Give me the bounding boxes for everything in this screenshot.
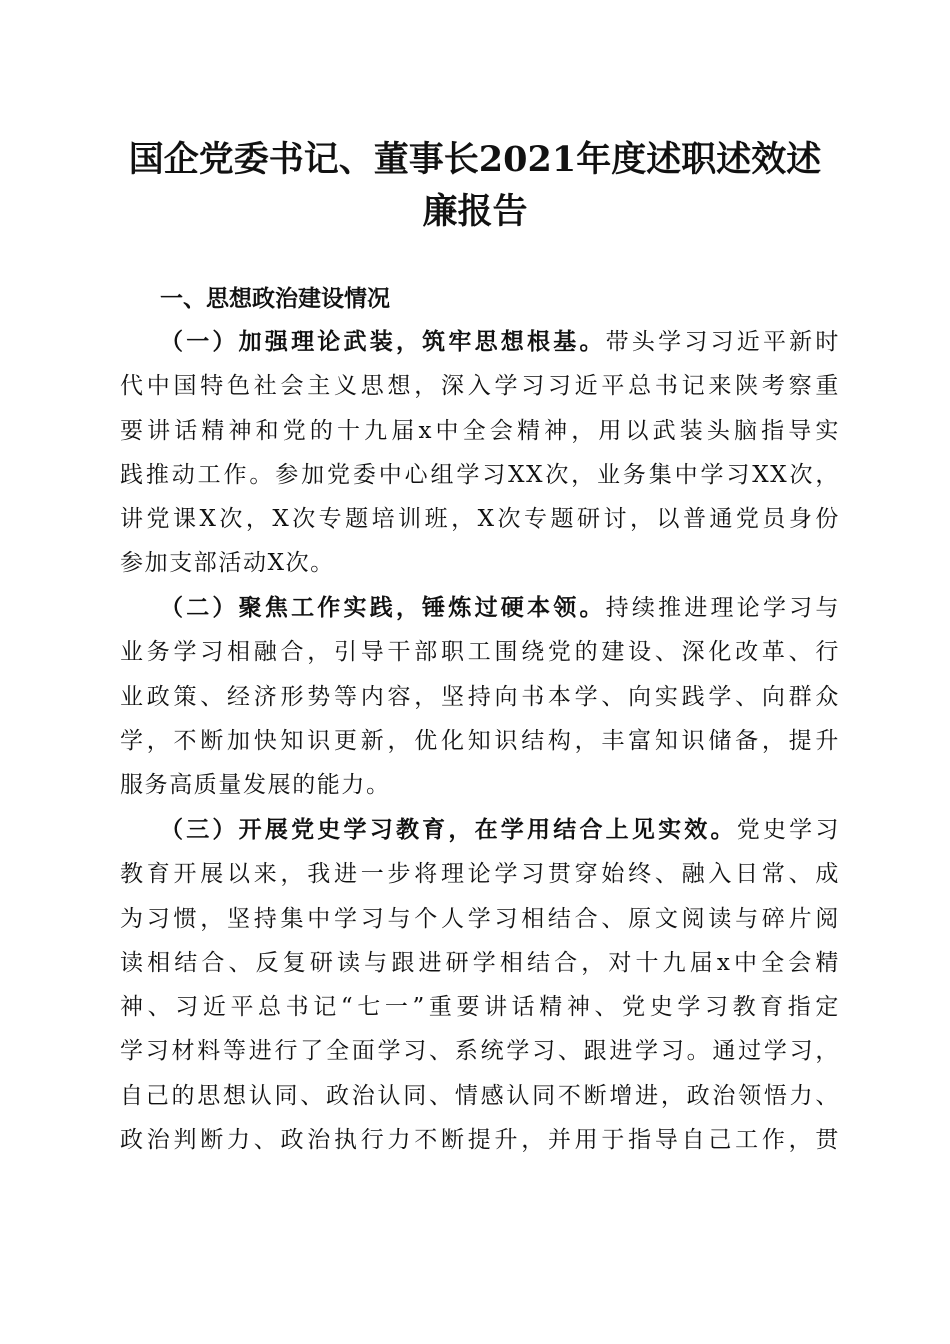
paragraph-lead: （二）聚焦工作实践，锤炼过硬本领。 [160,594,606,621]
paragraph-line: 讲党课X次，X次专题培训班，X次专题研讨，以普通党员身份 [120,506,840,533]
paragraph-line [120,320,840,364]
paragraph-2 [120,586,840,807]
paragraph-line [120,808,840,852]
paragraph-line: 服务高质量发展的能力。 [120,772,391,799]
paragraph-3 [120,808,840,1162]
paragraph-line: 自己的思想认同、政治认同、情感认同不断增进，政治领悟力、 [120,1082,840,1109]
paragraph-line: 学，不断加快知识更新，优化知识结构，丰富知识储备，提升 [120,727,840,754]
paragraph-line: 业政策、经济形势等内容，坚持向书本学、向实践学、向群众 [120,683,840,710]
paragraph-lead: （一）加强理论武装，筑牢思想根基。 [160,328,606,355]
paragraph-line: 读相结合、反复研读与跟进研学相结合，对十九届x中全会精 [120,949,840,976]
paragraph-line: 践推动工作。参加党委中心组学习XX次，业务集中学习XX次， [120,461,840,488]
title-line-2: 廉报告 [422,191,528,232]
paragraph-line: 代中国特色社会主义思想，深入学习习近平总书记来陕考察重 [120,373,840,400]
paragraph-line: 教育开展以来，我进一步将理论学习贯穿始终、融入日常、成 [120,861,840,888]
paragraph-line: 政治判断力、政治执行力不断提升，并用于指导自己工作，贯 [120,1127,840,1154]
paragraph-line: 要讲话精神和党的十九届x中全会精神，用以武装头脑指导实 [120,417,840,444]
section-heading: 一、思想政治建设情况 [160,286,390,312]
paragraph-line [120,586,840,630]
paragraph-text: 带头学习习近平新时 [605,329,840,355]
paragraph-text: 持续推进理论学习与 [605,595,840,621]
document-title [100,134,850,238]
paragraph-line: 参加支部活动X次。 [120,550,335,577]
paragraph-line: 学习材料等进行了全面学习、系统学习、跟进学习。通过学习， [120,1038,840,1065]
paragraph-1 [120,320,840,586]
paragraph-line: 为习惯，坚持集中学习与个人学习相结合、原文阅读与碎片阅 [120,905,840,932]
paragraph-text: 党史学习 [736,817,840,843]
title-line-1: 国企党委书记、董事长2021年度述职述效述 [128,139,822,180]
paragraph-line: 业务学习相融合，引导干部职工围绕党的建设、深化改革、行 [120,639,840,666]
paragraph-line: 神、习近平总书记“七一”重要讲话精神、党史学习教育指定 [120,994,840,1021]
paragraph-lead: （三）开展党史学习教育，在学用结合上见实效。 [160,816,737,843]
